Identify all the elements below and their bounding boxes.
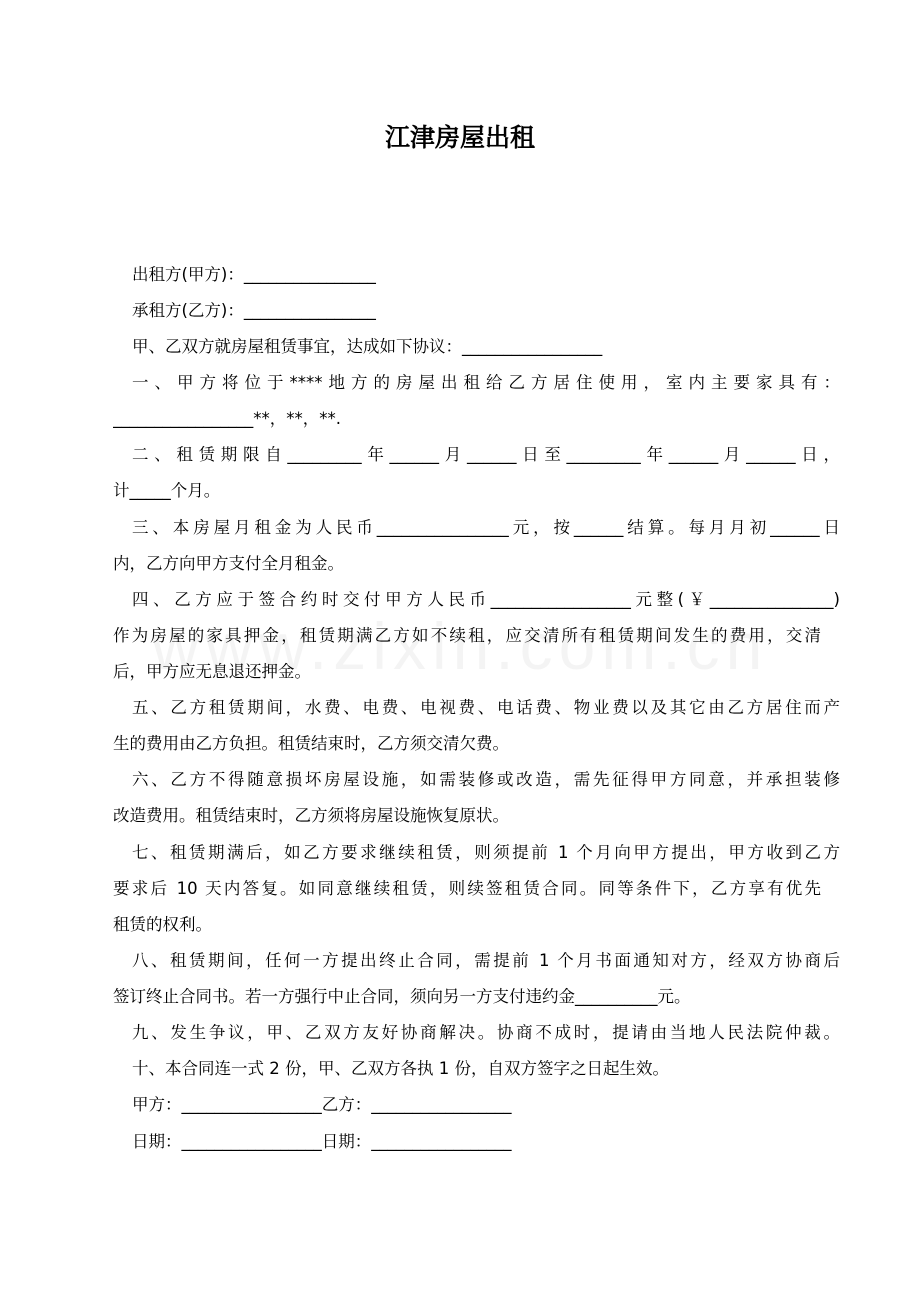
agreement-intro: 甲、乙双方就房屋租赁事宜，达成如下协议：_________________	[132, 337, 603, 356]
clause-3-line-1: 三、本房屋月租金为人民币________________元，按______结算。每月月初______日	[132, 518, 840, 537]
date-line: 日期：_________________日期：_________________	[132, 1132, 512, 1151]
clause-5-line-1: 五、乙方租赁期间，水费、电费、电视费、电话费、物业费以及其它由乙方居住而产	[132, 698, 840, 717]
clause-4-line-3: 后，甲方应无息退还押金。	[113, 662, 311, 681]
clause-6-line-2: 改造费用。租赁结束时，乙方须将房屋设施恢复原状。	[113, 806, 509, 825]
document-title: 江津房屋出租	[384, 123, 535, 152]
clause-3-line-2: 内，乙方向甲方支付全月租金。	[113, 554, 344, 573]
clause-9-line-1: 九、发生争议，甲、乙双方友好协商解决。协商不成时，提请由当地人民法院仲裁。	[132, 1023, 840, 1042]
clause-4-line-1: 四、乙方应于签合约时交付甲方人民币_________________元整(￥_______________)	[132, 590, 840, 609]
clause-10-line-1: 十、本合同连一式 2 份，甲、乙双方各执 1 份，自双方签字之日起生效。	[132, 1059, 669, 1078]
clause-1-line-1: 一、甲方将位于****地方的房屋出租给乙方居住使用，室内主要家具有：	[132, 373, 840, 392]
clause-2-line-1: 二、租赁期限自_________年______月______日至_________年______月______日，	[132, 445, 840, 464]
lessee-line: 承租方(乙方)：________________	[132, 301, 376, 320]
clause-8-line-2: 签订终止合同书。若一方强行中止合同，须向另一方支付违约金__________元。	[113, 987, 691, 1006]
clause-8-line-1: 八、租赁期间，任何一方提出终止合同，需提前 1 个月书面通知对方，经双方协商后	[132, 951, 840, 970]
lessor-line: 出租方(甲方)：________________	[132, 265, 376, 284]
clause-6-line-1: 六、乙方不得随意损坏房屋设施，如需装修或改造，需先征得甲方同意，并承担装修	[132, 770, 840, 789]
signature-line: 甲方：_________________乙方：_________________	[132, 1095, 512, 1114]
clause-4-line-2: 作为房屋的家具押金，租赁期满乙方如不续租，应交清所有租赁期间发生的费用，交清	[113, 626, 821, 645]
clause-1-line-2: _________________**，**，**.	[113, 409, 341, 428]
clause-7-line-1: 七、租赁期满后，如乙方要求继续租赁，则须提前 1 个月向甲方提出，甲方收到乙方	[132, 843, 840, 862]
clause-5-line-2: 生的费用由乙方负担。租赁结束时，乙方须交清欠费。	[113, 734, 509, 753]
clause-2-line-2: 计_____个月。	[113, 481, 221, 500]
clause-7-line-3: 租赁的权利。	[113, 915, 212, 934]
clause-7-line-2: 要求后 10 天内答复。如同意继续租赁，则续签租赁合同。同等条件下，乙方享有优先	[113, 879, 821, 898]
